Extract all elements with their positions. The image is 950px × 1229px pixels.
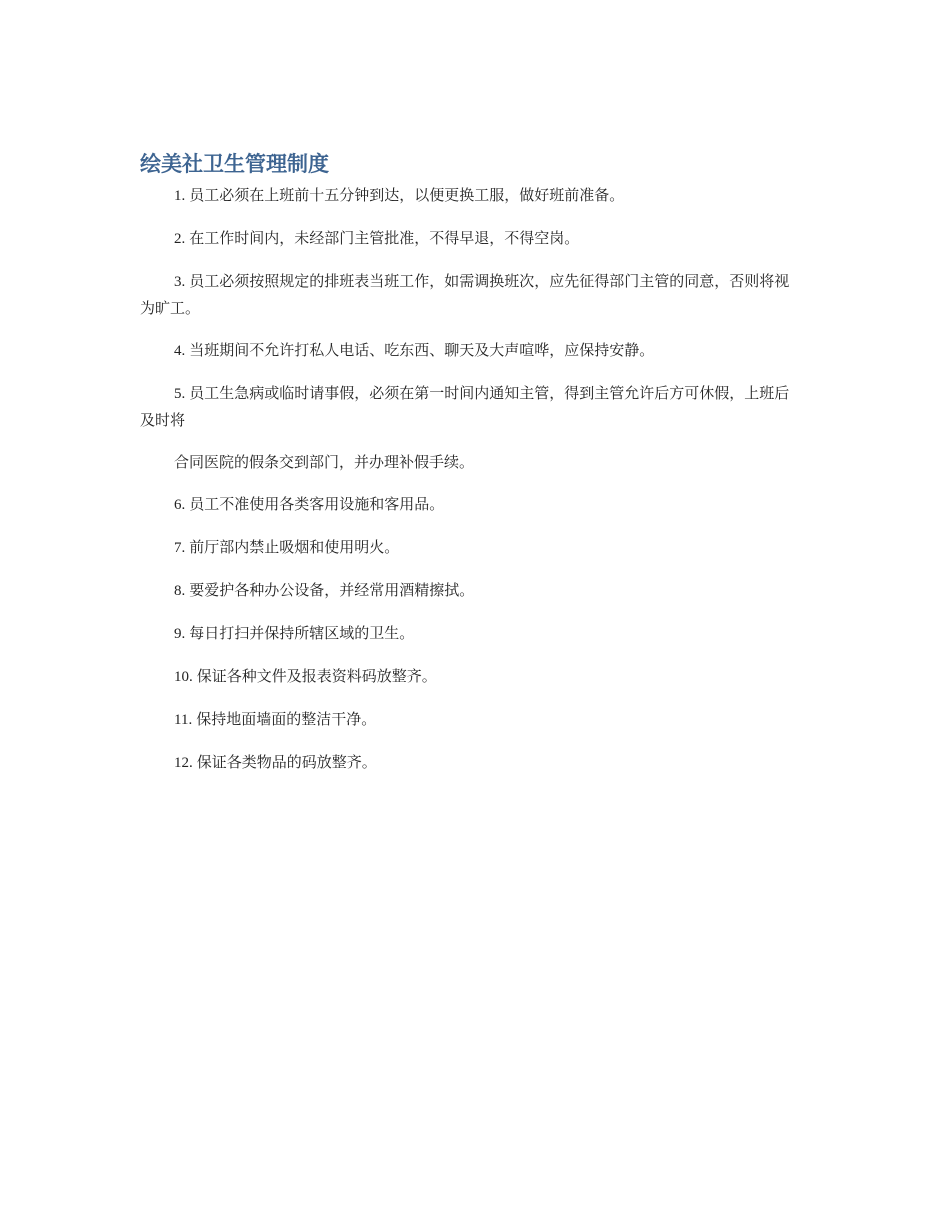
rule-text: 保证各种文件及报表资料码放整齐。 [196,667,437,685]
rule-text: 合同医院的假条交到部门，并办理补假手续。 [174,453,475,471]
rule-number: 12. [174,755,193,771]
rule-text: 保证各类物品的码放整齐。 [196,753,377,771]
rule-text: 员工不准使用各类客用设施和客用品。 [189,495,445,513]
rule-text: 员工必须在上班前十五分钟到达，以便更换工服，做好班前准备。 [189,186,625,204]
rule-item [140,534,800,561]
rule-number: 3. [174,274,186,290]
rule-item [140,380,800,433]
rule-text: 保持地面墙面的整洁干净。 [196,710,377,728]
rule-number: 8. [174,583,186,599]
rule-item [140,225,800,252]
rule-number: 5. [174,386,186,402]
rule-number: 4. [174,343,186,359]
rule-number: 7. [174,540,186,556]
rule-item [140,337,800,364]
rule-item [140,491,800,518]
document-title: 绘美社卫生管理制度 [140,152,329,176]
rule-text: 每日打扫并保持所辖区域的卫生。 [189,624,415,642]
rule-number: 9. [174,626,186,642]
rules-list [140,182,800,792]
rule-text: 当班期间不允许打私人电话、吃东西、聊天及大声喧哗，应保持安静。 [189,341,655,359]
rule-number: 1. [174,188,186,204]
rule-number: 2. [174,231,186,247]
rule-item-continuation [140,449,800,475]
rule-text: 前厅部内禁止吸烟和使用明火。 [189,538,400,556]
rule-number: 11. [174,712,193,728]
rule-item [140,663,800,690]
rule-item [140,706,800,733]
rule-number: 10. [174,669,193,685]
rule-item [140,268,800,321]
rule-item [140,577,800,604]
rule-text: 员工必须按照规定的排班表当班工作，如需调换班次，应先征得部门主管的同意，否则将视为旷工。 [140,272,790,317]
rule-item [140,182,800,209]
rule-text: 要爱护各种办公设备，并经常用酒精擦拭。 [189,581,475,599]
rule-number: 6. [174,497,186,513]
rule-item [140,620,800,647]
rule-item [140,749,800,776]
rule-text: 在工作时间内，未经部门主管批准，不得早退，不得空岗。 [189,229,580,247]
rule-text: 员工生急病或临时请事假，必须在第一时间内通知主管，得到主管允许后方可休假，上班后及时将 [140,384,790,429]
